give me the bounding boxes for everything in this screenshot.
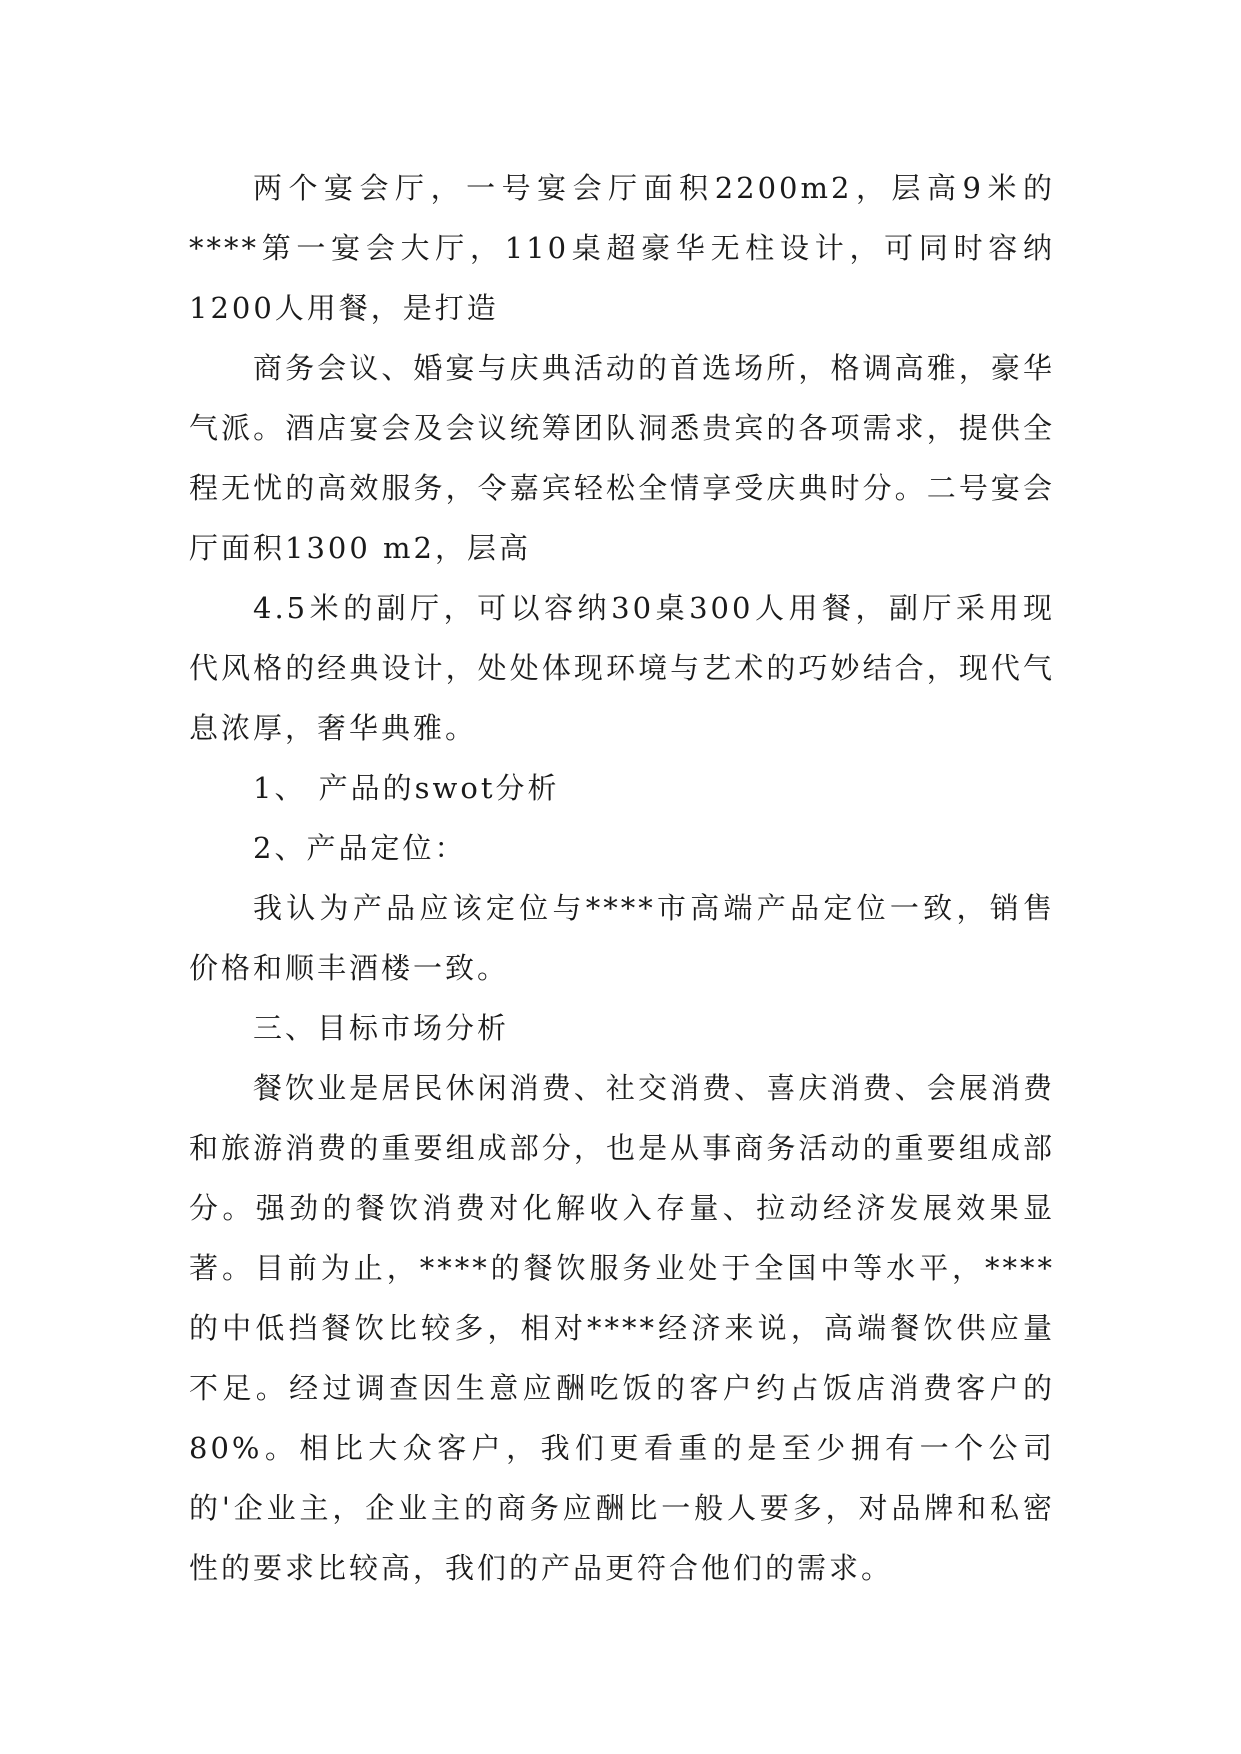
heading-swot-analysis: 1、 产品的swot分析 [253,771,560,805]
heading-product-positioning: 2、产品定位： [253,831,467,865]
paragraph-market-analysis: 餐饮业是居民休闲消费、社交消费、喜庆消费、会展消费和旅游消费的重要组成部分，也是从事商务活动的重要组成部分。强劲的餐饮消费对化解收入存量、拉动经济发展效果显著。目前为止，****的餐饮服务业处于全国中等水平，****的中低挡餐饮比较多，相对****经济来说，高端餐饮供应量不足。经过调查因生意应酬吃饭的客户约占饭店消费客户的80%。相比大众客户，我们更看重的是至少拥有一个公司的'企业主，企业主的商务应酬比一般人要多，对品牌和私密性的要求比较高，我们的产品更符合他们的需求。 [189,1071,1055,1585]
heading-target-market: 三、目标市场分析 [253,1011,510,1045]
document-body [189,158,1055,1598]
paragraph-banquet-hall-1: 两个宴会厅，一号宴会厅面积2200m2，层高9米的****第一宴会大厅，110桌超豪华无柱设计，可同时容纳1200人用餐，是打造 [189,171,1055,325]
paragraph-banquet-hall-2: 商务会议、婚宴与庆典活动的首选场所，格调高雅，豪华气派。酒店宴会及会议统筹团队洞悉贵宾的各项需求，提供全程无忧的高效服务，令嘉宾轻松全情享受庆典时分。二号宴会厅面积1300 m2，层高 [189,351,1055,565]
paragraph-side-hall: 4.5米的副厅，可以容纳30桌300人用餐，副厅采用现代风格的经典设计，处处体现环境与艺术的巧妙结合，现代气息浓厚，奢华典雅。 [189,591,1055,745]
paragraph-positioning: 我认为产品应该定位与****市高端产品定位一致，销售价格和顺丰酒楼一致。 [189,891,1055,985]
